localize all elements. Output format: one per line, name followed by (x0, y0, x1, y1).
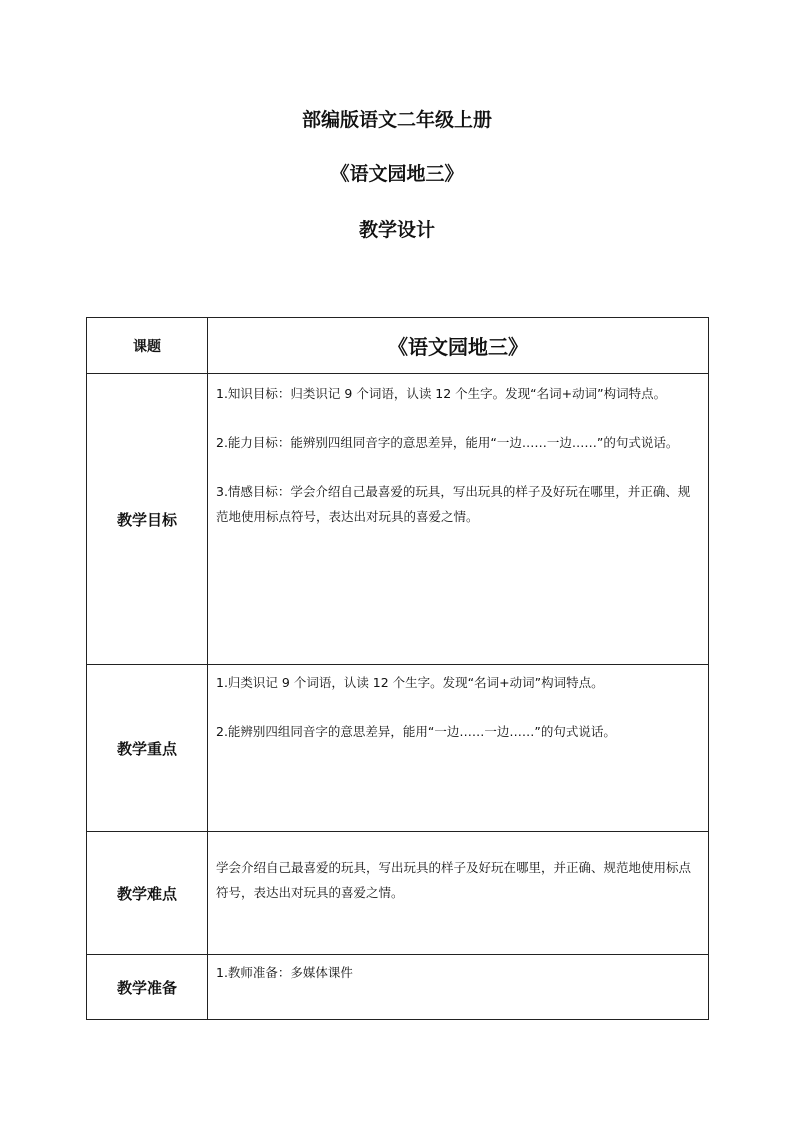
topic-value: 《语文园地三》 (208, 318, 709, 374)
objective-ability: 2.能力目标：能辨别四组同音字的意思差异，能用“一边……一边……”的句式说话。 (216, 435, 679, 450)
row-label-preparation: 教学准备 (87, 955, 208, 1020)
document-heading: 教学设计 (358, 219, 435, 241)
document-subtitle: 《语文园地三》 (330, 163, 464, 185)
lesson-plan-table (86, 317, 709, 1020)
document-title: 部编版语文二年级上册 (301, 109, 492, 131)
preparation-1: 1.教师准备：多媒体课件 (216, 965, 353, 980)
table-row-preparation (87, 955, 709, 1020)
key-point-2: 2.能辨别四组同音字的意思差异，能用“一边……一边……”的句式说话。 (216, 724, 616, 739)
difficulties-cell (208, 832, 709, 955)
row-label-difficulties: 教学难点 (87, 832, 208, 955)
objective-knowledge: 1.知识目标：归类识记 9 个词语，认读 12 个生字。发现“名词+动词”构词特点。 (216, 386, 667, 401)
table-row-key-points (87, 665, 709, 832)
objective-emotion: 3.情感目标：学会介绍自己最喜爱的玩具，写出玩具的样子及好玩在哪里，并正确、规范地使用标点符号，表达出对玩具的喜爱之情。 (216, 484, 691, 524)
table-row-topic (87, 318, 709, 374)
row-label-topic: 课题 (87, 318, 208, 374)
table-row-difficulties (87, 832, 709, 955)
key-point-1: 1.归类识记 9 个词语，认读 12 个生字。发现“名词+动词”构词特点。 (216, 675, 604, 690)
key-points-cell (208, 665, 709, 832)
objectives-cell (208, 374, 709, 665)
row-label-key-points: 教学重点 (87, 665, 208, 832)
difficulty-1: 学会介绍自己最喜爱的玩具，写出玩具的样子及好玩在哪里，并正确、规范地使用标点符号，表达出对玩具的喜爱之情。 (216, 860, 692, 900)
table-row-objectives (87, 374, 709, 665)
row-label-objectives: 教学目标 (87, 374, 208, 665)
preparation-cell (208, 955, 709, 1020)
